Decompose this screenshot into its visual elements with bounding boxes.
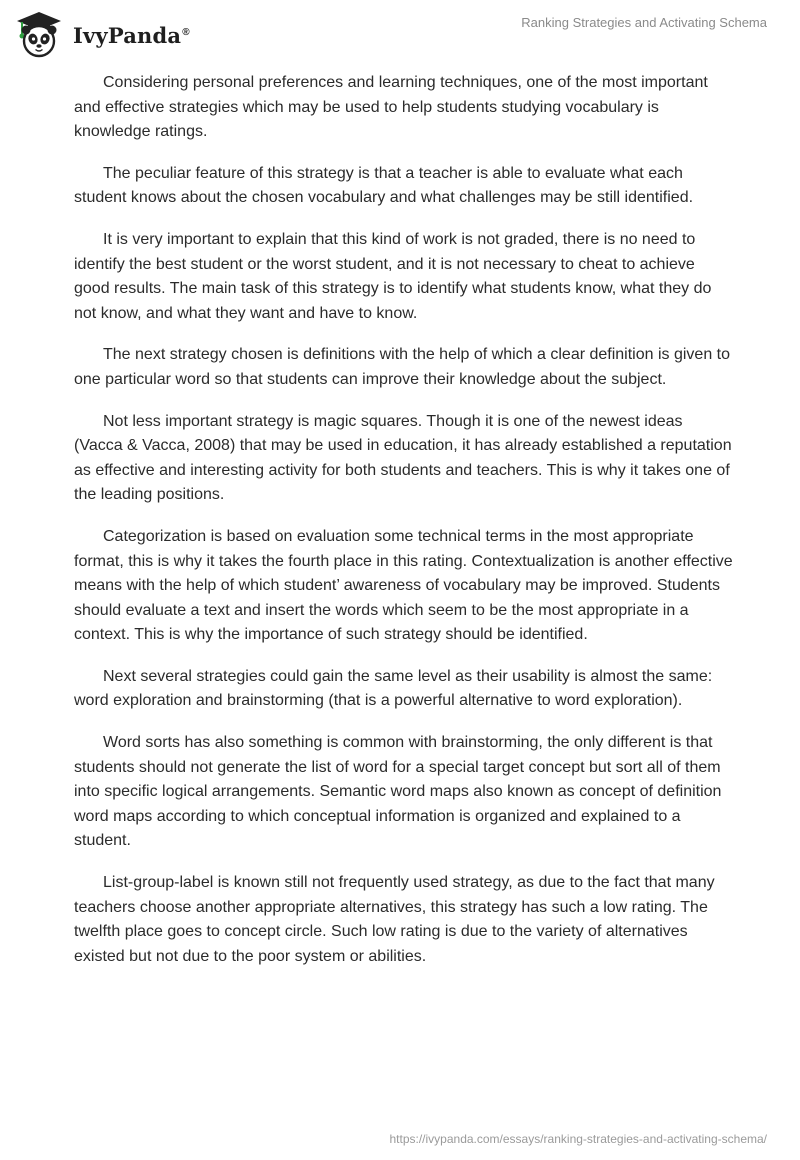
- registered-mark: ®: [182, 26, 190, 38]
- paragraph: The next strategy chosen is definitions with the help of which a clear definition is given to one particular word so that students can improve their knowledge about the subject.: [74, 346, 731, 388]
- paragraph: Next several strategies could gain the same level as their usability is almost the same: word exploration and brainstorming (that is a powerful alternative to word exploration).: [74, 667, 713, 710]
- paragraph: It is very important to explain that this kind of work is not graded, there is no need to identify the best student or the worst student, and it is not necessary to cheat to achieve good results. The main task of this strategy is to identify what students know, what they do not know, and what they want and have to know.: [74, 230, 712, 322]
- brand-logo[interactable]: [14, 9, 190, 59]
- source-url-link[interactable]: https://ivypanda.com/essays/ranking-strategies-and-activating-schema/: [389, 1132, 767, 1146]
- paragraph: Considering personal preferences and learning techniques, one of the most important and effective strategies which may be used to help students studying vocabulary is knowledge ratings.: [74, 74, 708, 141]
- paragraph: Categorization is based on evaluation some technical terms in the most appropriate format, this is why it takes the fourth place in this rating. Contextualization is another effective means with the help of which student’ awareness of vocabulary may be improved. Students should evaluate a text and insert the words which seem to be the most appropriate in a context. This is why the importance of such strategy should be identified.: [74, 527, 733, 644]
- brand-name: IvyPanda®: [73, 22, 190, 48]
- running-title: Ranking Strategies and Activating Schema: [521, 15, 767, 30]
- essay-body: [74, 71, 734, 986]
- panda-graduate-logo-icon: [14, 9, 64, 59]
- page-header: [0, 0, 800, 70]
- paragraph: Not less important strategy is magic squares. Though it is one of the newest ideas (Vacca & Vacca, 2008) that may be used in education, it has already established a reputation as effective and interesting activity for both students and teachers. This is why it takes one of the leading positions.: [74, 412, 732, 504]
- paragraph: Word sorts has also something is common with brainstorming, the only different is that students should not generate the list of word for a special target concept but sort all of them into specific logical arrangements. Semantic word maps also known as concept of definition word maps according to which conceptual information is organized and explained to a student.: [74, 734, 722, 850]
- paragraph: List-group-label is known still not frequently used strategy, as due to the fact that many teachers choose another appropriate alternatives, this strategy has such a low rating. The twelfth place goes to concept circle. Such low rating is due to the variety of alternatives existed but not due to the poor system or abilities.: [74, 874, 715, 965]
- paragraph: The peculiar feature of this strategy is that a teacher is able to evaluate what each student knows about the chosen vocabulary and what challenges may be still identified.: [74, 164, 694, 207]
